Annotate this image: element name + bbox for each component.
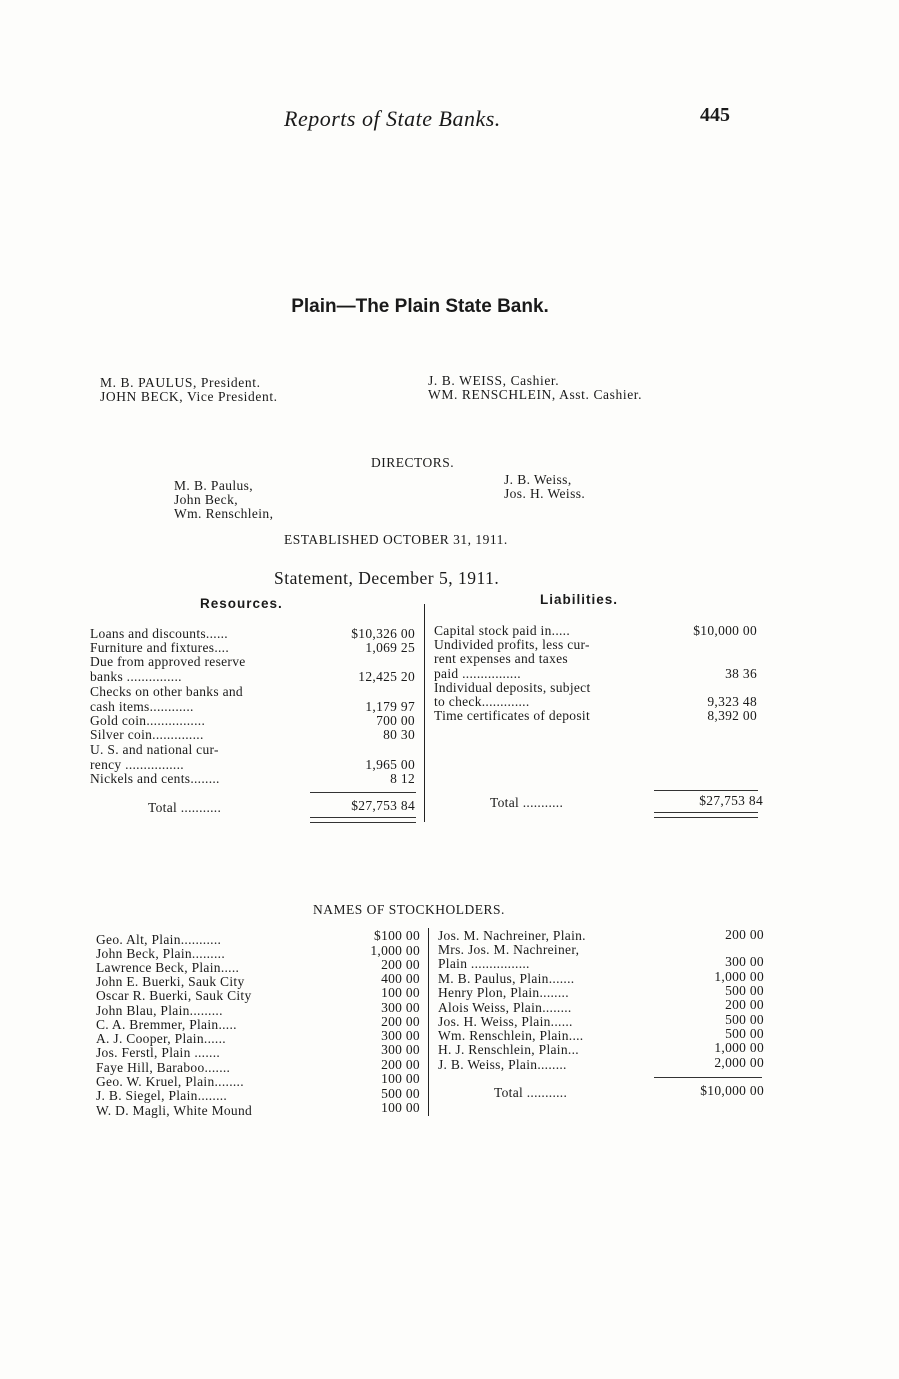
stockholder-name: Henry Plon, Plain........ [438, 985, 569, 1000]
stockholder-name: Oscar R. Buerki, Sauk City [96, 988, 252, 1003]
resource-amount: 80 30 [383, 727, 415, 742]
stockholder-name: W. D. Magli, White Mound [96, 1103, 253, 1118]
stockholders-total-amount: $10,000 00 [700, 1083, 764, 1098]
stockholder-amount: 100 00 [381, 1071, 420, 1086]
stockholder-amount: 100 00 [381, 1100, 420, 1115]
resource-amount: 1,069 25 [365, 640, 415, 655]
stockholder-amount: 300 00 [381, 1042, 420, 1057]
officers-left [100, 376, 278, 404]
resource-label: Gold coin................ [90, 713, 206, 728]
stockholder-amount: 100 00 [381, 985, 420, 1000]
stockholder-amount: 1,000 00 [714, 1040, 764, 1055]
resource-label: Checks on other banks and [90, 684, 243, 699]
stockholder-amount: 500 00 [725, 983, 764, 998]
liabilities-total-double-rule [654, 812, 758, 818]
page-number: 445 [700, 104, 730, 126]
stockholder-amount: 1,000 00 [714, 969, 764, 984]
resource-label: rency ................ [90, 757, 184, 772]
liabilities-heading: Liabilities. [540, 592, 619, 607]
stockholder-amount: 500 00 [725, 1026, 764, 1041]
resource-label: Furniture and fixtures.... [90, 640, 230, 655]
stockholder-amount: 300 00 [725, 954, 764, 969]
stockholders-heading: NAMES OF STOCKHOLDERS. [313, 902, 505, 917]
stockholder-name: A. J. Cooper, Plain...... [96, 1031, 226, 1046]
liability-label: rent expenses and taxes [434, 651, 568, 666]
stockholder-name: Alois Weiss, Plain........ [438, 1000, 572, 1015]
resource-label: Loans and discounts...... [90, 626, 228, 641]
established-date: ESTABLISHED OCTOBER 31, 1911. [284, 532, 508, 547]
stockholder-name: Jos. Ferstl, Plain ....... [96, 1045, 221, 1060]
resource-label: U. S. and national cur- [90, 742, 219, 757]
liabilities-total-amount: $27,753 84 [699, 793, 763, 808]
resource-amount: 8 12 [390, 771, 415, 786]
stockholder-amount: 200 00 [381, 957, 420, 972]
stockholder-name: Jos. H. Weiss, Plain...... [438, 1014, 573, 1029]
resource-label: cash items............ [90, 699, 194, 714]
resource-amount: 12,425 20 [358, 669, 415, 684]
resource-amount: 1,965 00 [365, 757, 415, 772]
liability-label: Individual deposits, subject [434, 680, 591, 695]
resource-label: Due from approved reserve [90, 654, 246, 669]
resource-amount: 700 00 [376, 713, 415, 728]
resources-total-label: Total ........... [148, 800, 222, 815]
officer-vice-president: JOHN BECK, Vice President. [100, 389, 278, 404]
stockholder-amount: 200 00 [725, 997, 764, 1012]
liabilities-total-label: Total ........... [490, 795, 564, 810]
statement-heading: Statement, December 5, 1911. [274, 568, 500, 588]
stockholder-amount: 200 00 [381, 1014, 420, 1029]
resources-total-amount: $27,753 84 [351, 798, 415, 813]
liability-amount: $10,000 00 [693, 623, 757, 638]
running-title: Reports of State Banks. [284, 106, 501, 131]
stockholder-name: J. B. Siegel, Plain........ [96, 1088, 228, 1103]
officer-cashier: J. B. WEISS, Cashier. [428, 373, 560, 388]
resource-amount: $10,326 00 [351, 626, 415, 641]
officer-president: M. B. PAULUS, President. [100, 375, 261, 390]
directors-heading: DIRECTORS. [371, 455, 455, 470]
stockholder-name: Jos. M. Nachreiner, Plain. [438, 928, 586, 943]
resources-subtotal-rule [310, 792, 416, 793]
director-item: John Beck, [174, 492, 238, 507]
liability-amount: 8,392 00 [707, 708, 757, 723]
stockholder-amount: 300 00 [381, 1028, 420, 1043]
stockholder-name: Lawrence Beck, Plain..... [96, 960, 240, 975]
stockholder-amount: 2,000 00 [714, 1055, 764, 1070]
liability-label: paid ................ [434, 666, 521, 681]
resource-label: Nickels and cents........ [90, 771, 220, 786]
stockholder-name: C. A. Bremmer, Plain..... [96, 1017, 237, 1032]
liability-label: Time certificates of deposit [434, 708, 590, 723]
resource-label: banks ............... [90, 669, 182, 684]
resources-heading: Resources. [200, 596, 283, 611]
director-item: Jos. H. Weiss. [504, 486, 586, 501]
liability-amount: 38 36 [725, 666, 757, 681]
statement-divider [424, 604, 425, 822]
liability-label: Capital stock paid in..... [434, 623, 571, 638]
stockholder-amount: 500 00 [381, 1086, 420, 1101]
stockholder-amount: $100 00 [374, 928, 420, 943]
stockholder-name: M. B. Paulus, Plain....... [438, 971, 575, 986]
stockholder-amount: 1,000 00 [370, 943, 420, 958]
stockholder-name: Plain ................ [438, 956, 530, 971]
stockholder-amount: 200 00 [725, 927, 764, 942]
stockholder-name: H. J. Renschlein, Plain... [438, 1042, 579, 1057]
stockholder-amount: 500 00 [725, 1012, 764, 1027]
director-item: Wm. Renschlein, [174, 506, 274, 521]
director-item: J. B. Weiss, [504, 472, 572, 487]
directors-left [174, 479, 273, 521]
resource-label: Silver coin.............. [90, 727, 204, 742]
stockholder-name: John E. Buerki, Sauk City [96, 974, 245, 989]
resource-amount: 1,179 97 [365, 699, 415, 714]
stockholder-name: Geo. W. Kruel, Plain........ [96, 1074, 244, 1089]
liability-label: to check............. [434, 694, 530, 709]
stockholder-name: Faye Hill, Baraboo....... [96, 1060, 231, 1075]
resources-total-double-rule [310, 817, 416, 823]
stockholder-amount: 200 00 [381, 1057, 420, 1072]
stockholders-total-rule [654, 1077, 762, 1078]
stockholder-name: John Blau, Plain......... [96, 1003, 223, 1018]
bank-title: Plain—The Plain State Bank. [291, 296, 549, 317]
liability-amount: 9,323 48 [707, 694, 757, 709]
stockholder-name: Wm. Renschlein, Plain.... [438, 1028, 584, 1043]
liability-label: Undivided profits, less cur- [434, 637, 590, 652]
stockholder-name: J. B. Weiss, Plain........ [438, 1057, 567, 1072]
director-item: M. B. Paulus, [174, 478, 254, 493]
officers-right [428, 374, 642, 402]
stockholder-amount: 300 00 [381, 1000, 420, 1015]
stockholders-divider [428, 928, 429, 1116]
stockholders-total-label: Total ........... [494, 1085, 568, 1100]
liabilities-subtotal-rule [654, 790, 758, 791]
stockholder-name: Mrs. Jos. M. Nachreiner, [438, 942, 580, 957]
stockholder-name: John Beck, Plain......... [96, 946, 225, 961]
directors-right [504, 473, 585, 501]
stockholder-amount: 400 00 [381, 971, 420, 986]
officer-asst-cashier: WM. RENSCHLEIN, Asst. Cashier. [428, 387, 643, 402]
stockholder-name: Geo. Alt, Plain........... [96, 932, 222, 947]
